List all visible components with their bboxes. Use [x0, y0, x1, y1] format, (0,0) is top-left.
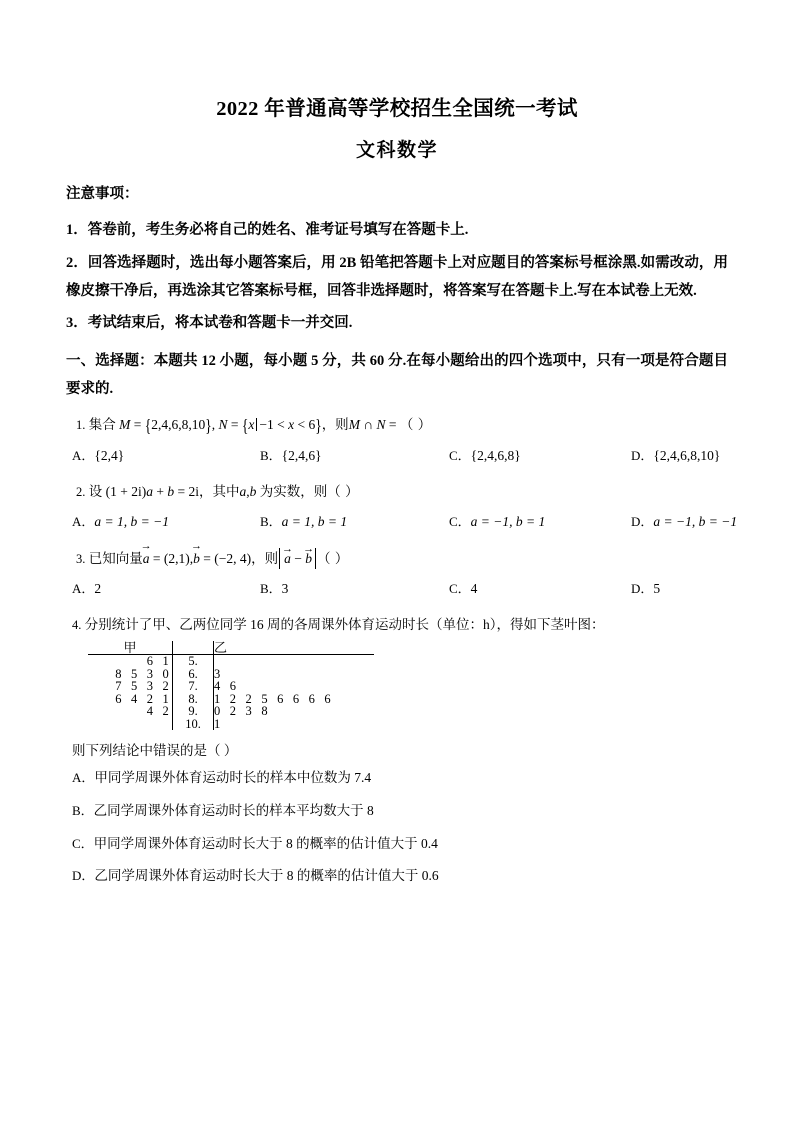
question-3-options	[66, 579, 728, 599]
question-1-answer-paren: （ ）	[399, 416, 432, 432]
vector-a-icon: → a	[140, 539, 152, 566]
question-4-option-d[interactable]: D．乙同学周课外体育运动时长大于 8 的概率的估计值大于 0.6	[72, 868, 439, 884]
question-4-option-a[interactable]: A．甲同学周课外体育运动时长的样本中位数为 7.4	[72, 769, 372, 785]
page-subtitle: 文科数学	[355, 139, 438, 161]
question-1	[66, 414, 728, 467]
question-3-option-b[interactable]: B．3	[260, 581, 289, 597]
question-1-stem-mid: ，则	[321, 416, 349, 432]
stem-and-leaf-table	[88, 641, 374, 730]
stem-leaf-header-row	[88, 641, 374, 654]
question-1-stem-prefix: 集合	[88, 416, 116, 432]
question-4-stem	[66, 614, 728, 636]
question-2-stem: 2. 设 (1 + 2i)a + b = 2i，其中a,b 为实数，则（ ）	[76, 483, 360, 499]
stem-leaf-row	[88, 718, 374, 731]
question-2	[66, 481, 738, 533]
question-1-option-b[interactable]: B．{2,4,6}	[260, 448, 322, 464]
notice-section	[66, 185, 728, 338]
stem-3: 7.	[173, 680, 214, 693]
question-1-options	[66, 446, 728, 466]
question-4-option-b[interactable]: B．乙同学周课外体育运动时长的样本平均数大于 8	[72, 802, 374, 818]
stem-leaf-row	[88, 705, 374, 718]
absolute-value-bars: → a − → b	[279, 548, 316, 570]
notice-item-2: 2．回答选择题时，选出每小题答案后，用 2B 铅笔把答题卡上对应题目的答案标号框涂黑.如需改动，用橡皮擦干净后，再选涂其它答案标号框，回答非选择题时，将答案写在答题卡上.写在本试卷上无效.	[66, 254, 728, 299]
question-2-option-c[interactable]: C．a = −1, b = 1	[449, 514, 546, 530]
vector-b-icon: → b	[190, 539, 202, 566]
leaf-left-2: 8 5 3 0	[115, 666, 172, 681]
leaf-right-5: 0 2 3 8	[214, 704, 271, 719]
question-4-options	[66, 768, 728, 886]
question-1-stem: 1. 集合 M = {2,4,6,8,10}, N = {x −1 < x < 6}，则M ∩ N = （ ）	[76, 415, 432, 436]
stem-1: 5.	[173, 655, 214, 668]
question-2-option-a[interactable]: A．a = 1, b = −1	[72, 514, 169, 530]
stem-leaf-row	[88, 655, 374, 668]
question-4-stem-text: 分别统计了甲、乙两位同学 16 周的各周课外体育运动时长（单位：h），得如下茎叶图：	[84, 616, 605, 632]
leaf-left-6	[88, 718, 173, 731]
question-3-option-a[interactable]: A．2	[72, 581, 102, 597]
section-heading: 一、选择题：本题共 12 小题，每小题 5 分，共 60 分.在每小题给出的四个选项中，只有一项是符合题目要求的.	[66, 353, 728, 398]
stem-4: 8.	[173, 693, 214, 706]
stem-leaf-header-left: 甲	[123, 640, 137, 656]
leaf-left-5: 4 2	[146, 704, 172, 719]
notice-heading: 注意事项：	[66, 186, 139, 203]
question-3-number: 3.	[76, 551, 86, 566]
question-3-option-d[interactable]: D．5	[631, 581, 661, 597]
question-3-stem: 3. 已知向量 → a = (2,1), → b = (−2, 4)，则 → a − → b （ ）	[66, 547, 728, 570]
question-1-option-a[interactable]: A．{2,4}	[72, 448, 125, 464]
question-1-option-d[interactable]: D．{2,4,6,8,10}	[631, 448, 721, 464]
question-2-options	[66, 512, 738, 532]
stem-leaf-row	[88, 680, 374, 693]
question-2-number: 2.	[76, 484, 86, 499]
leaf-left-3: 7 5 3 2	[115, 679, 172, 694]
stem-and-leaf-plot	[66, 641, 728, 730]
stem-6: 10.	[173, 718, 214, 731]
question-1-option-c[interactable]: C．{2,4,6,8}	[449, 448, 521, 464]
leaf-right-4: 1 2 2 5 6 6 6 6	[214, 691, 334, 706]
question-4-prompt: 则下列结论中错误的是（ ）	[72, 743, 238, 759]
stem-5: 9.	[173, 705, 214, 718]
leaf-left-1: 6 1	[146, 654, 172, 669]
question-2-option-b[interactable]: B．a = 1, b = 1	[260, 514, 348, 530]
question-1-number: 1.	[76, 417, 86, 432]
question-4	[66, 614, 728, 887]
leaf-right-2: 3	[214, 666, 224, 681]
stem-leaf-header-stem	[173, 641, 214, 654]
leaf-left-4: 6 4 2 1	[115, 691, 172, 706]
question-3-answer-paren: （ ）	[316, 550, 349, 566]
question-3	[66, 539, 728, 600]
stem-leaf-header-right: 乙	[214, 640, 228, 656]
notice-item-3: 3．考试结束后，将本试卷和答题卡一并交回.	[66, 315, 353, 332]
question-2-option-d[interactable]: D．a = −1, b = −1	[631, 514, 738, 530]
stem-2: 6.	[173, 668, 214, 681]
question-2-answer-paren: （ ）	[327, 483, 360, 499]
leaf-right-6: 1	[214, 716, 224, 731]
question-3-stem-mid: ，则	[251, 550, 279, 566]
leaf-right-1	[214, 655, 375, 668]
question-4-option-c[interactable]: C．甲同学周课外体育运动时长大于 8 的概率的估计值大于 0.4	[72, 835, 438, 851]
question-4-number: 4.	[72, 617, 82, 632]
question-3-stem-prefix: 已知向量	[88, 550, 143, 566]
leaf-right-3: 4 6	[214, 679, 240, 694]
page-content	[66, 96, 738, 899]
question-2-stem-prefix: 设	[88, 483, 103, 499]
page-title: 2022 年普通高等学校招生全国统一考试	[216, 98, 578, 120]
notice-item-1: 1．答卷前，考生务必将自己的姓名、准考证号填写在答题卡上.	[66, 221, 469, 238]
question-2-stem-mid: ，其中	[198, 483, 240, 499]
question-3-option-c[interactable]: C．4	[449, 581, 478, 597]
question-2-stem-suffix: 为实数，则	[259, 483, 328, 499]
